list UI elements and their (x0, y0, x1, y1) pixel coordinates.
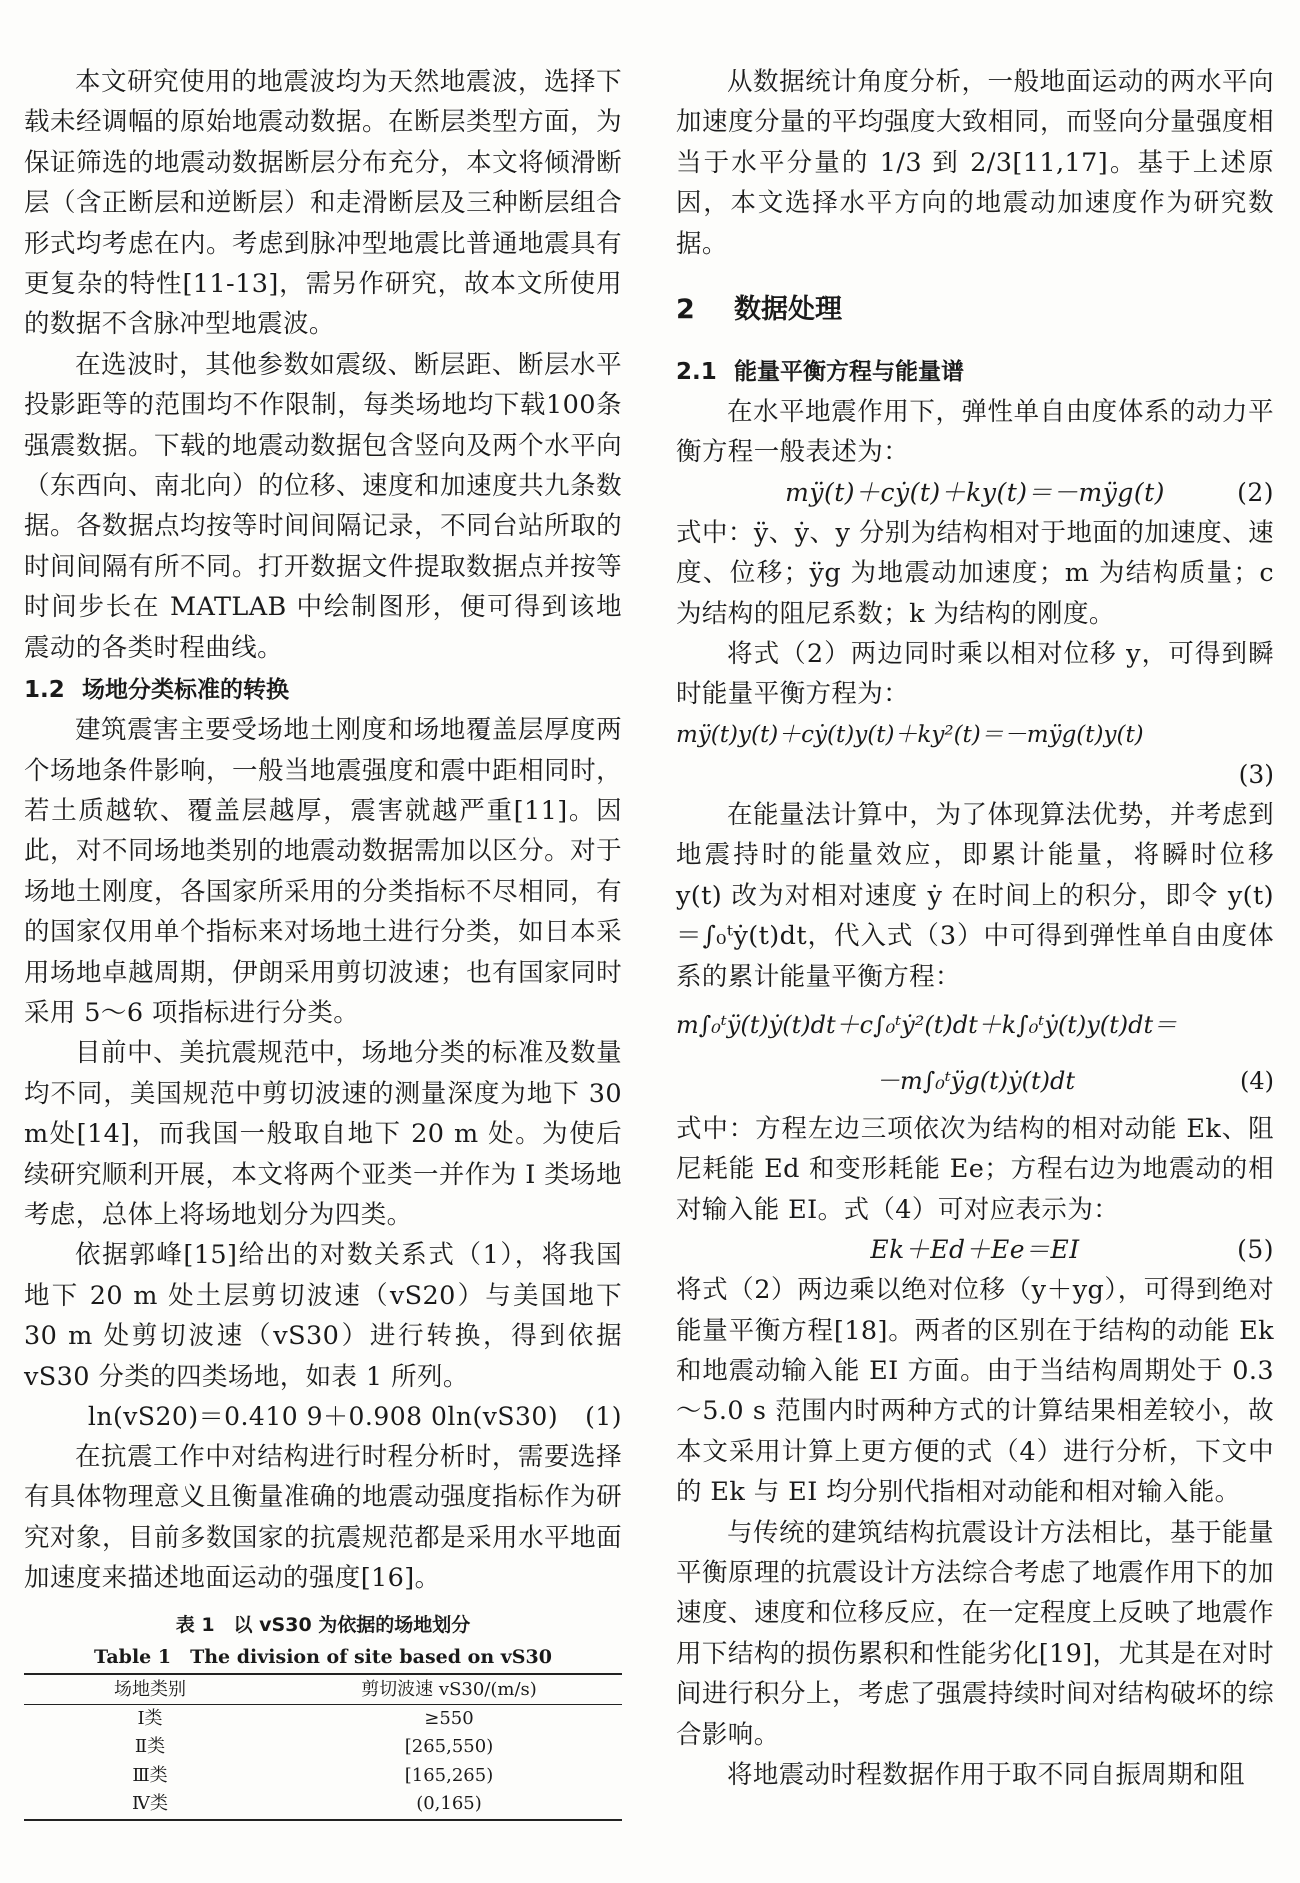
section-heading-2 (676, 290, 1274, 330)
section-heading-1-2 (24, 670, 622, 710)
table-row (24, 1704, 622, 1733)
equation-2 (676, 473, 1274, 513)
equation-body: mÿ(t)y(t)＋cẏ(t)y(t)＋ky²(t)＝－mÿg(t)y(t) (676, 721, 1144, 748)
equation-number: (5) (1237, 1235, 1274, 1265)
paragraph: 依据郭峰[15]给出的对数关系式（1），将我国地下 20 m 处土层剪切波速（vS20）与美国地下 30 m 处剪切波速（vS30）进行转换，得到依据 vS30 分类的四类场地，如表 1 所列。 (24, 1240, 622, 1392)
paragraph: 本文研究使用的地震波均为天然地震波，选择下载未经调幅的原始地震动数据。在断层类型方面，为保证筛选的地震动数据断层分布充分，本文将倾滑断层（含正断层和逆断层）和走滑断层及三种断层组合形式均考虑在内。考虑到脉冲型地震比普通地震具有更复杂的特性[11-13]，需另作研究，故本文所使用的数据不含脉冲型地震波。 (24, 67, 622, 340)
equation-5 (676, 1230, 1274, 1270)
equation-3 (676, 715, 1274, 755)
paragraph: 将式（2）两边乘以绝对位移（y＋yg），可得到绝对能量平衡方程[18]。两者的区别在于结构的动能 Ek 和地震动输入能 EI 方面。由于当结构周期处于 0.3～5.0 s 范围内时两种方式的计算结果相差较小，故本文采用计算上更方便的式（4）进行分析，下文中的 Ek 与 EI 均分别代指相对动能和相对输入能。 (676, 1275, 1274, 1508)
section-number: 2 (676, 294, 695, 326)
table-cell: Ⅲ类 (132, 1764, 168, 1786)
paragraph: 式中：ÿ、ẏ、y 分别为结构相对于地面的加速度、速度、位移；ÿg 为地震动加速度；m 为结构质量；c 为结构的阻尼系数；k 为结构的刚度。 (676, 517, 1274, 629)
table-cell: Ⅳ类 (132, 1793, 168, 1815)
table-cell: ≥550 (424, 1707, 474, 1729)
table-row (24, 1790, 622, 1820)
paragraph: 在水平地震作用下，弹性单自由度体系的动力平衡方程一般表述为： (676, 397, 1274, 468)
section-number: 2.1 (676, 359, 717, 386)
equation-number: (1) (585, 1402, 622, 1431)
equation-body: Ek＋Ed＋Ee＝EI (870, 1235, 1080, 1265)
section-heading-2-1 (676, 352, 1274, 392)
table-caption-en: Table 1 The division of site based on vS30 (94, 1645, 552, 1668)
right-column (676, 62, 1274, 1795)
equation-body: mÿ(t)＋cẏ(t)＋ky(t)＝－mÿg(t) (785, 477, 1165, 507)
paragraph: 在能量法计算中，为了体现算法优势，并考虑到地震持时的能量效应，即累计能量，将瞬时位移 y(t) 改为对相对速度 ẏ 在时间上的积分，即令 y(t)＝∫₀ᵗẏ(t)dt，代入式（3）中可得到弹性单自由度体系的累计能量平衡方程： (676, 799, 1274, 992)
paragraph: 式中：方程左边三项依次为结构的相对动能 Ek、阻尼耗能 Ed 和变形耗能 Ee；方程右边为地震动的相对输入能 EI。式（4）可对应表示为： (676, 1113, 1274, 1225)
section-title: 数据处理 (734, 294, 842, 326)
table-row (24, 1762, 622, 1791)
equation-number: (3) (1238, 759, 1274, 789)
table-cell: [265,550) (404, 1736, 494, 1758)
paragraph: 与传统的建筑结构抗震设计方法相比，基于能量平衡原理的抗震设计方法综合考虑了地震作用下的加速度、速度和位移反应，在一定程度上反映了地震作用下结构的损伤累积和性能劣化[19]，尤其是在对时间进行积分上，考虑了强震持续时间对结构破坏的综合影响。 (676, 1517, 1274, 1750)
table-cell: Ⅱ类 (134, 1736, 166, 1758)
paragraph: 从数据统计角度分析，一般地面运动的两水平向加速度分量的平均强度大致相同，而竖向分量强度相当于水平分量的 1/3 到 2/3[11,17]。基于上述原因，本文选择水平方向的地震动加速度作为研究数据。 (676, 67, 1274, 259)
table-cell: [165,265) (404, 1764, 494, 1786)
table-row (24, 1733, 622, 1762)
section-number: 1.2 (24, 677, 65, 704)
table-caption-cn: 表 1 以 vS30 为依据的场地划分 (175, 1613, 471, 1636)
section-title: 场地分类标准的转换 (82, 677, 289, 704)
equation-1 (24, 1397, 622, 1437)
table-cell: Ⅰ类 (137, 1707, 163, 1729)
left-column (24, 62, 622, 1821)
paragraph: 将地震动时程数据作用于取不同自振周期和阻 (727, 1760, 1246, 1790)
equation-4-line-2 (676, 1053, 1274, 1109)
section-title: 能量平衡方程与能量谱 (734, 359, 964, 386)
table-header-cell: 场地类别 (24, 1674, 276, 1705)
table-cell: (0,165) (416, 1793, 482, 1815)
paragraph: 目前中、美抗震规范中，场地分类的标准及数量均不同，美国规范中剪切波速的测量深度为地下 30 m处[14]，而我国一般取自地下 20 m 处。为使后续研究顺利开展，本文将两个亚类一并作为 Ⅰ 类场地考虑，总体上将场地划分为四类。 (24, 1038, 622, 1230)
equation-number: (2) (1237, 477, 1274, 507)
equation-body: －m∫₀ᵗÿg(t)ẏ(t)dt (876, 1066, 1076, 1095)
paragraph: 在抗震工作中对结构进行时程分析时，需要选择有具体物理意义且衡量准确的地震动强度指标作为研究对象，目前多数国家的抗震规范都是采用水平地面加速度来描述地面运动的强度[16]。 (24, 1442, 622, 1594)
equation-body: ln(vS20)＝0.410 9＋0.908 0ln(vS30) (87, 1402, 559, 1431)
site-division-table (24, 1673, 622, 1821)
equation-4-line-1: m∫₀ᵗÿ(t)ẏ(t)dt＋c∫₀ᵗẏ²(t)dt＋k∫₀ᵗẏ(t)y(t)dt＝ (676, 1010, 1178, 1039)
equation-number: (4) (1240, 1066, 1274, 1095)
table-header-cell: 剪切波速 vS30/(m/s) (276, 1674, 622, 1705)
table-header-row (24, 1674, 622, 1705)
paragraph: 将式（2）两边同时乘以相对位移 y，可得到瞬时能量平衡方程为： (676, 639, 1274, 710)
paragraph: 建筑震害主要受场地土刚度和场地覆盖层厚度两个场地条件影响，一般当地震强度和震中距相同时，若土质越软、覆盖层越厚，震害就越严重[11]。因此，对不同场地类别的地震动数据需加以区分。对于场地土刚度，各国家所采用的分类指标不尽相同，有的国家仅用单个指标来对场地土进行分类，如日本采用场地卓越周期，伊朗采用剪切波速；也有国家同时采用 5～6 项指标进行分类。 (24, 715, 622, 1028)
paragraph: 在选波时，其他参数如震级、断层距、断层水平投影距等的范围均不作限制，每类场地均下载100条强震数据。下载的地震动数据包含竖向及两个水平向（东西向、南北向）的位移、速度和加速度共九条数据。各数据点均按等时间间隔记录，不同台站所取的时间间隔有所不同。打开数据文件提取数据点并按等时间步长在 MATLAB 中绘制图形，便可得到该地震动的各类时程曲线。 (24, 349, 622, 663)
